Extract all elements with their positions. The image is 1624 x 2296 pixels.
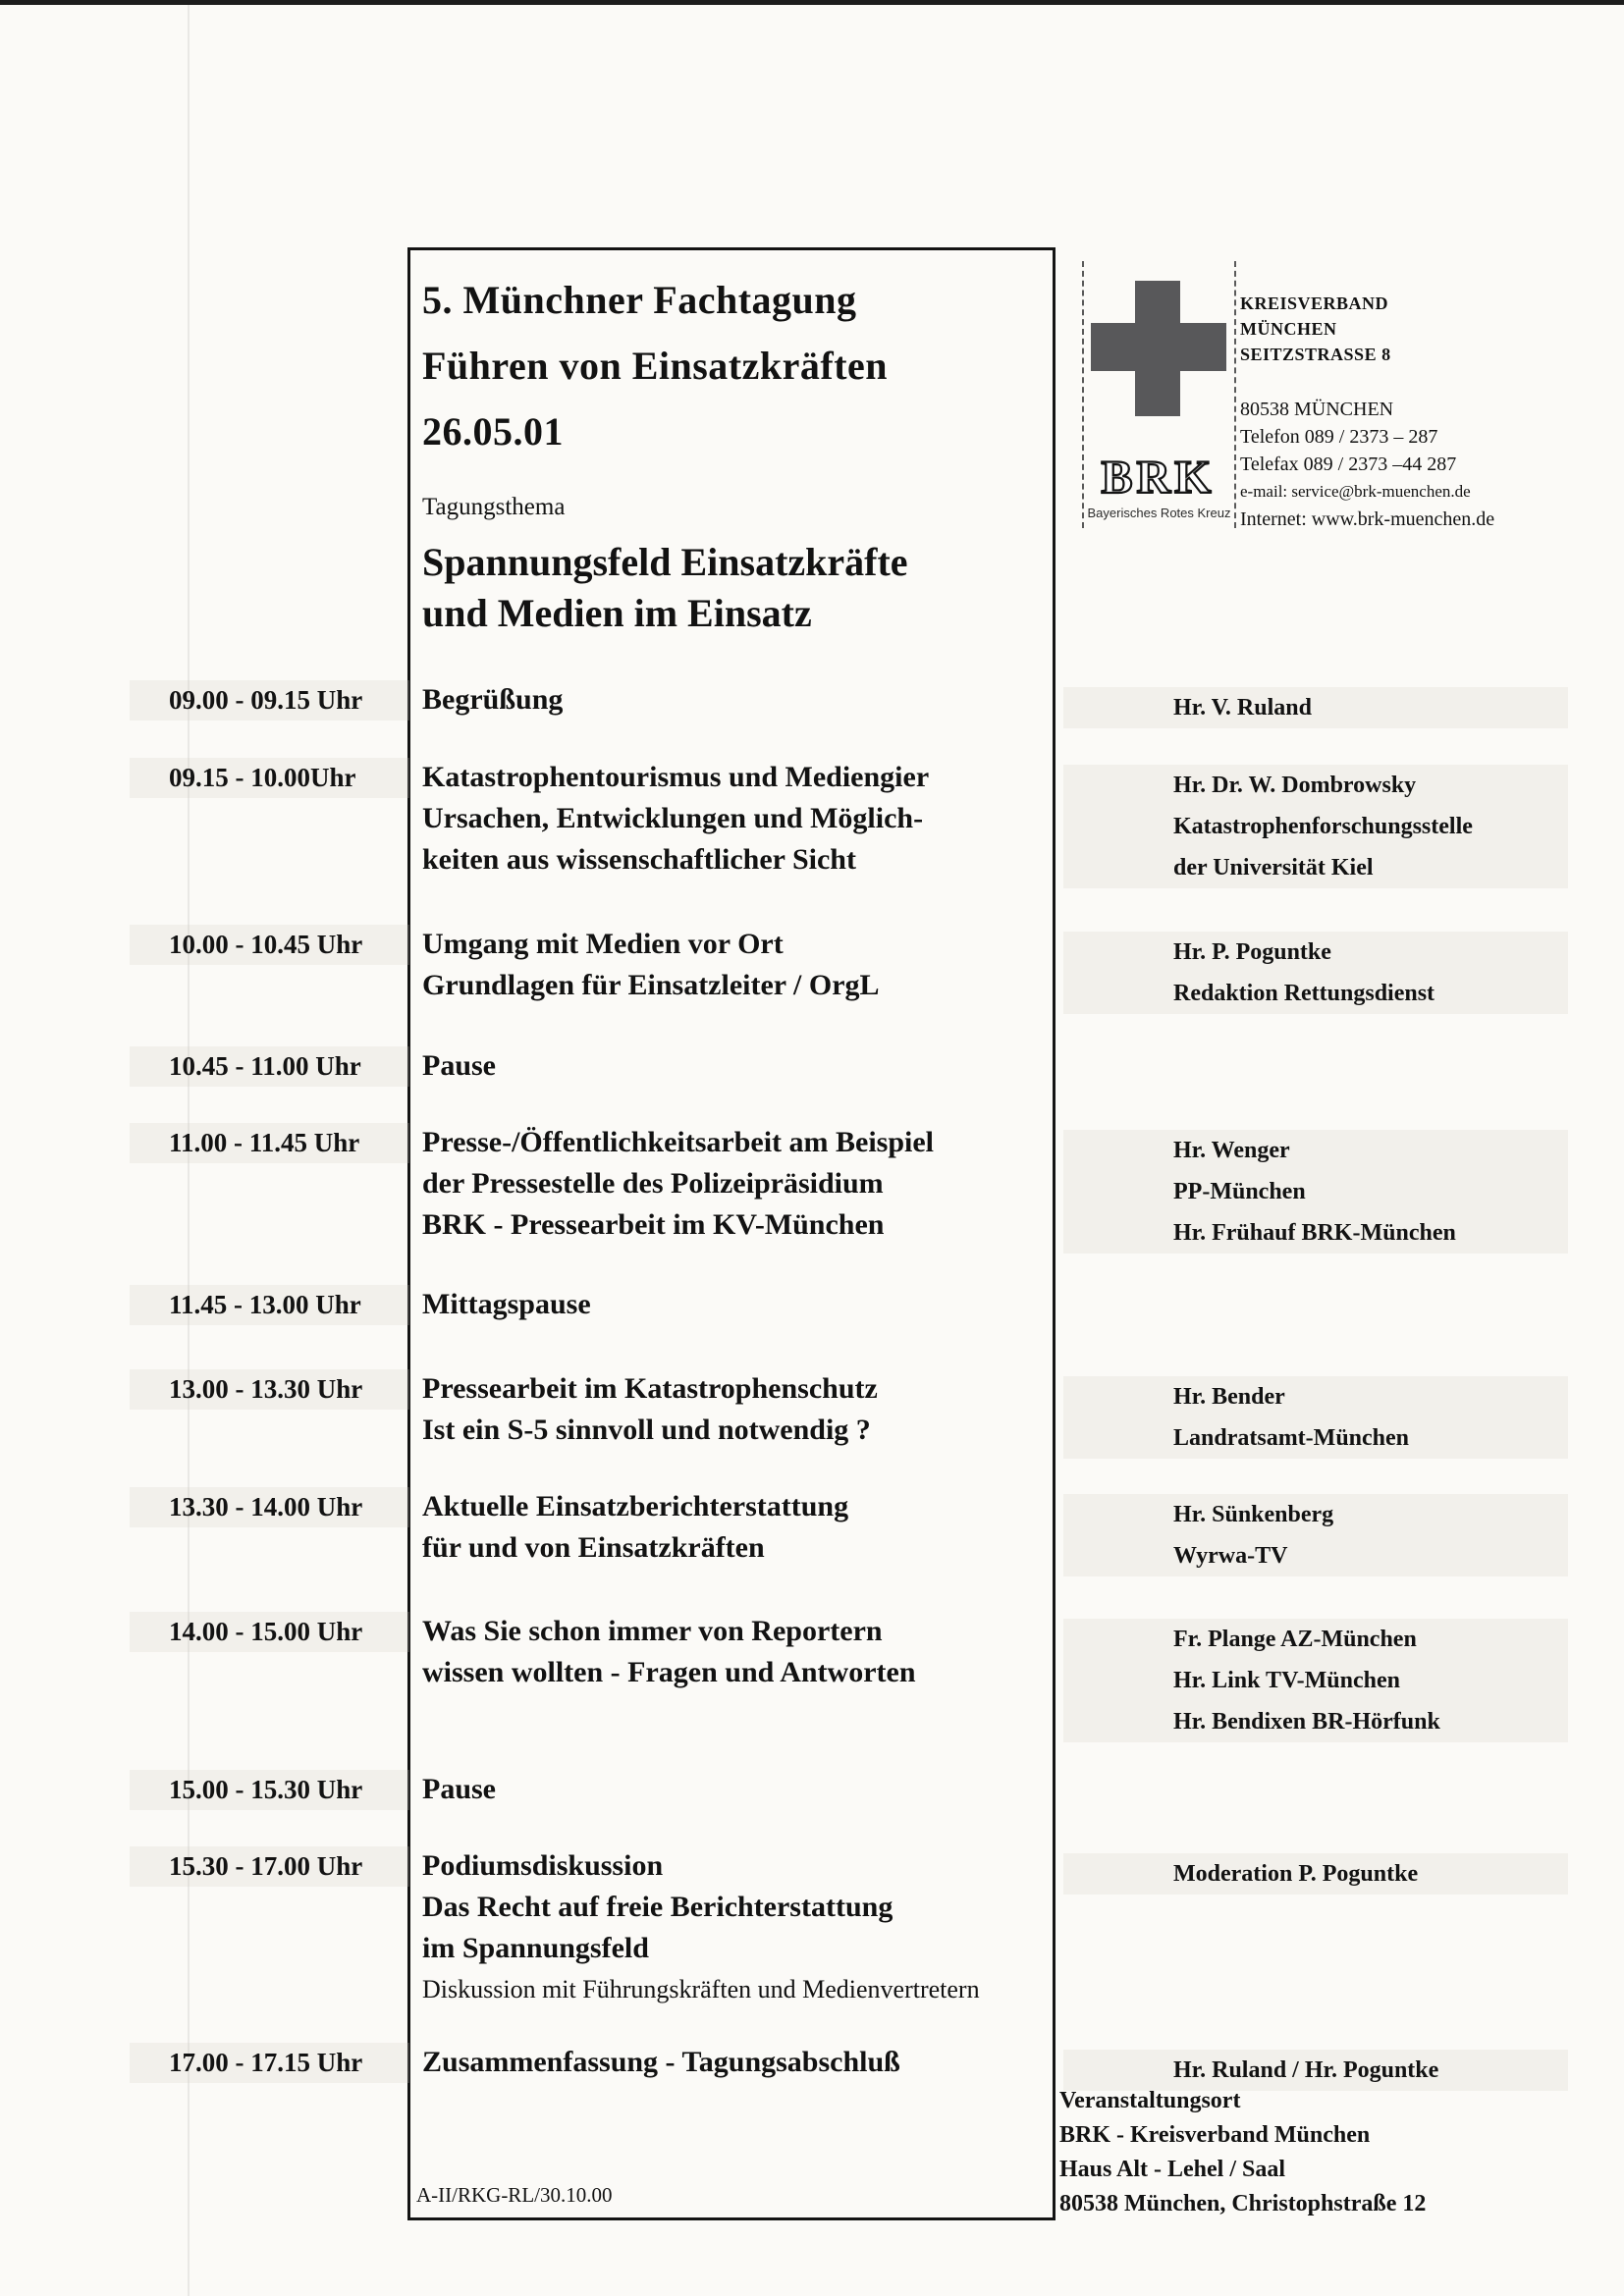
speaker-line: Wyrwa-TV [1063,1535,1568,1576]
row-speakers [1063,1376,1568,1459]
topic-line: Mittagspause [422,1288,591,1320]
row-time: 14.00 - 15.00 Uhr [130,1612,409,1652]
row-time: 17.00 - 17.15 Uhr [130,2043,409,2083]
row-topic [422,1122,1053,1246]
speaker-line: der Universität Kiel [1063,847,1568,888]
topic-line: Pause [422,1049,496,1082]
row-time: 15.30 - 17.00 Uhr [130,1846,409,1887]
org-block [1240,291,1391,367]
theme-block [422,537,1051,639]
row-speakers [1063,687,1568,728]
title-block [422,267,1041,464]
brk-caption: Bayerisches Rotes Kreuz [1087,506,1231,520]
row-speakers [1063,1853,1568,1895]
venue-line: Haus Alt - Lehel / Saal [1059,2157,1286,2182]
venue-label: Veranstaltungsort [1059,2088,1241,2113]
address-line: Internet: www.brk-muenchen.de [1240,508,1495,530]
title-line: 26.05.01 [422,409,564,454]
topic-line: für und von Einsatzkräften [422,1531,765,1564]
topic-line: Pressearbeit im Katastrophenschutz [422,1372,878,1405]
row-speakers [1063,1130,1568,1254]
topic-line: Presse-/Öffentlichkeitsarbeit am Beispiel [422,1126,935,1158]
address-line: Telefon 089 / 2373 – 287 [1240,426,1438,448]
row-speakers [1063,932,1568,1014]
row-speakers [1063,765,1568,888]
topic-line: Katastrophentourismus und Mediengier [422,761,930,793]
speaker-line: Hr. Link TV-München [1063,1660,1568,1701]
scan-top-edge [0,0,1624,5]
title-line: Führen von Einsatzkräften [422,344,889,388]
venue-line: 80538 München, Christophstraße 12 [1059,2191,1427,2216]
row-topic [422,1845,1053,2010]
venue-block [1059,2084,1426,2221]
org-line: MÜNCHEN [1240,319,1337,339]
topic-line: Ursachen, Entwicklungen und Möglich- [422,802,924,834]
theme-line: und Medien im Einsatz [422,591,812,635]
org-line: SEITZSTRASSE 8 [1240,345,1391,364]
row-topic [422,679,1053,721]
speaker-line: PP-München [1063,1171,1568,1212]
topic-line: Aktuelle Einsatzberichterstattung [422,1490,849,1522]
title-line: 5. Münchner Fachtagung [422,278,857,322]
row-topic [422,1284,1053,1325]
speaker-line: Moderation P. Poguntke [1063,1853,1568,1895]
org-line: KREISVERBAND [1240,294,1389,313]
address-line: 80538 MÜNCHEN [1240,399,1394,420]
red-cross-icon [1091,323,1226,371]
venue-line: BRK - Kreisverband München [1059,2122,1371,2148]
speaker-line: Hr. Dr. W. Dombrowsky [1063,765,1568,806]
row-speakers [1063,1494,1568,1576]
row-time: 15.00 - 15.30 Uhr [130,1770,409,1810]
speaker-line: Hr. Bender [1063,1376,1568,1417]
topic-line: im Spannungsfeld [422,1932,649,1964]
row-time: 10.00 - 10.45 Uhr [130,925,409,965]
speaker-line: Hr. P. Poguntke [1063,932,1568,973]
topic-line: Umgang mit Medien vor Ort [422,928,784,960]
row-topic [422,1611,1053,1693]
brk-acronym: BRK [1101,452,1216,504]
address-line: e-mail: service@brk-muenchen.de [1240,482,1471,501]
topic-line: BRK - Pressearbeit im KV-München [422,1208,885,1241]
speaker-line: Hr. Ruland / Hr. Poguntke [1063,2050,1568,2091]
topic-line: Grundlagen für Einsatzleiter / OrgL [422,969,880,1001]
speaker-line: Hr. Frühauf BRK-München [1063,1212,1568,1254]
topic-line: Das Recht auf freie Berichterstattung [422,1891,893,1923]
topic-line: keiten aus wissenschaftlicher Sicht [422,843,856,876]
topic-note-line: Diskussion mit Führungskräften und Medienvertretern [422,1975,980,2003]
venue-lines [1059,2118,1426,2221]
row-topic [422,757,1053,881]
speaker-line: Hr. Wenger [1063,1130,1568,1171]
theme-label: Tagungsthema [422,494,566,520]
row-topic [422,1045,1053,1087]
topic-line: Pause [422,1773,496,1805]
row-time: 09.00 - 09.15 Uhr [130,680,409,721]
row-time: 09.15 - 10.00Uhr [130,758,409,798]
speaker-line: Katastrophenforschungsstelle [1063,806,1568,847]
address-block [1240,396,1494,533]
topic-line: Zusammenfassung - Tagungsabschluß [422,2046,900,2078]
topic-line: Ist ein S-5 sinnvoll und notwendig ? [422,1414,871,1446]
row-topic [422,924,1053,1006]
speaker-line: Hr. V. Ruland [1063,687,1568,728]
topic-line: Begrüßung [422,683,564,716]
row-topic [422,1486,1053,1569]
topic-line: der Pressestelle des Polizeipräsidium [422,1167,884,1200]
topic-line: Podiumsdiskussion [422,1849,664,1882]
speaker-line: Hr. Sünkenberg [1063,1494,1568,1535]
topic-line: Was Sie schon immer von Reportern [422,1615,883,1647]
row-time: 13.30 - 14.00 Uhr [130,1487,409,1527]
brk-logo [1082,261,1236,528]
row-topic [422,1368,1053,1451]
row-time: 10.45 - 11.00 Uhr [130,1046,409,1087]
theme-line: Spannungsfeld Einsatzkräfte [422,540,908,584]
topic-line: wissen wollten - Fragen und Antworten [422,1656,916,1688]
speaker-line: Landratsamt-München [1063,1417,1568,1459]
row-speakers [1063,1619,1568,1742]
document-code: A-II/RKG-RL/30.10.00 [416,2183,613,2207]
speaker-line: Fr. Plange AZ-München [1063,1619,1568,1660]
row-time: 11.45 - 13.00 Uhr [130,1285,409,1325]
row-topic [422,2042,1053,2083]
address-line: Telefax 089 / 2373 –44 287 [1240,454,1457,475]
speaker-line: Redaktion Rettungsdienst [1063,973,1568,1014]
row-time: 11.00 - 11.45 Uhr [130,1123,409,1163]
row-topic [422,1769,1053,1810]
row-time: 13.00 - 13.30 Uhr [130,1369,409,1410]
speaker-line: Hr. Bendixen BR-Hörfunk [1063,1701,1568,1742]
